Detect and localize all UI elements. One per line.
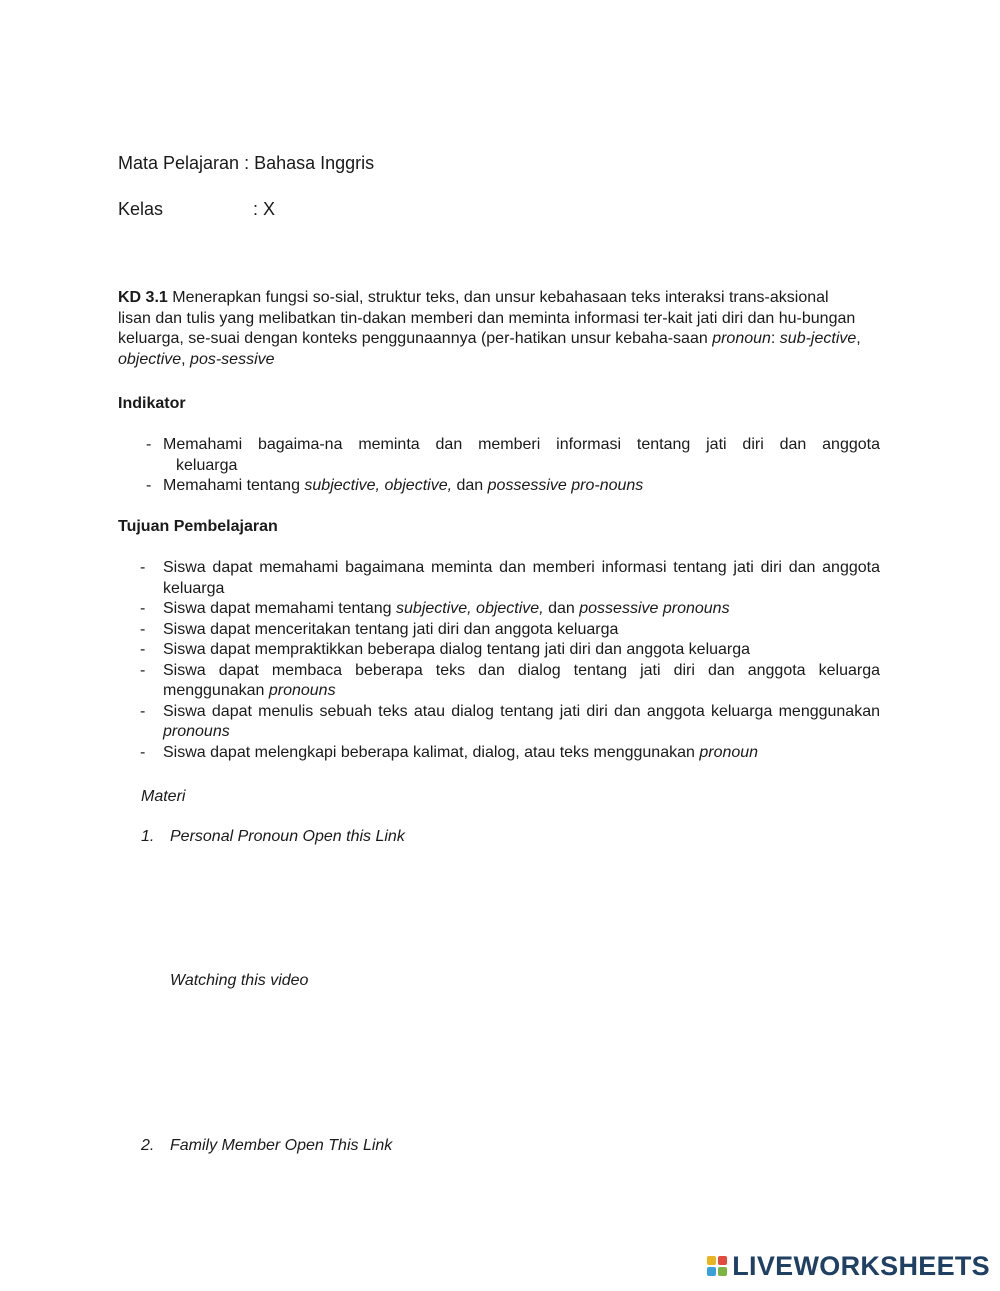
kd-comma: , xyxy=(856,330,861,347)
tujuan-list xyxy=(140,558,880,763)
kd-possessive: pos-sessive xyxy=(190,350,275,368)
materi-heading: Materi xyxy=(141,788,186,805)
list-item: - Siswa dapat memahami tentang subjective, objective, dan possessive pronouns xyxy=(140,600,730,617)
tujuan-item-text: Siswa dapat memahami bagaimana meminta dan memberi informasi tentang jati diri dan anggota keluarga xyxy=(163,559,880,597)
list-item: - Siswa dapat memahami bagaimana meminta dan memberi informasi tentang jati diri dan anggota keluarga xyxy=(140,559,880,597)
kd-colon: : xyxy=(770,330,780,347)
tujuan-heading: Tujuan Pembelajaran xyxy=(118,518,278,535)
logo-blocks-icon xyxy=(707,1256,727,1276)
logo-text: LIVEWORKSHEETS xyxy=(732,1250,990,1281)
kd-text: Menerapkan fungsi so-sial, struktur teks, dan unsur kebahasaan teks interaksi trans-aksional lisan dan tulis yang melibatkan tin-dakan memberi dan meminta informasi ter-kait jati diri dan hu-bungan keluarga, se-suai dengan konteks penggunaannya (per-hatikan unsur kebaha-saan xyxy=(118,289,856,347)
indikator-item-italic: possessive pro-nouns xyxy=(487,477,644,494)
indikator-item-text: Memahami tentang xyxy=(163,477,305,494)
materi-item[interactable] xyxy=(141,1136,541,1156)
kd-pronoun: pronoun xyxy=(712,330,771,347)
tujuan-item-italic: pronouns xyxy=(268,682,336,699)
tujuan-item-text: Siswa dapat menceritakan tentang jati diri dan anggota keluarga xyxy=(163,620,619,638)
list-item: - Siswa dapat menulis sebuah teks atau dialog tentang jati diri dan anggota keluarga menggunakan pronouns xyxy=(140,702,880,740)
class-value: : X xyxy=(253,199,276,219)
list-item: - Memahami tentang subjective, objective, dan possessive pro-nouns xyxy=(146,477,644,494)
kd-paragraph xyxy=(118,288,863,370)
tujuan-item-text: Siswa dapat mempraktikkan beberapa dialog tentang jati diri dan anggota keluarga xyxy=(163,641,751,658)
tujuan-item-italic: pronoun xyxy=(699,743,759,761)
tujuan-item-text: Siswa dapat melengkapi beberapa kalimat, dialog, atau teks menggunakan xyxy=(163,743,700,761)
list-item: - Memahami bagaima-na meminta dan memberi informasi tentang jati diri dan anggota keluarga xyxy=(140,435,880,476)
indikator-heading: Indikator xyxy=(118,395,186,412)
list-item: - Siswa dapat melengkapi beberapa kalimat, dialog, atau teks menggunakan pronoun xyxy=(140,743,759,761)
indikator-item-text: dan xyxy=(452,477,488,494)
materi-item[interactable] xyxy=(141,827,541,847)
materi-link-personal-pronoun[interactable]: Personal Pronoun Open this Link xyxy=(170,828,405,845)
tujuan-item-text: Siswa dapat menulis sebuah teks atau dialog tentang jati diri dan anggota keluarga menggunakan xyxy=(163,702,880,720)
class-label: Kelas xyxy=(118,199,164,219)
materi-link-family-member[interactable]: Family Member Open This Link xyxy=(170,1137,393,1154)
list-item: - Siswa dapat membaca beberapa teks dan dialog tentang jati diri dan anggota keluarga menggunakan pronouns xyxy=(140,661,880,699)
tujuan-item-italic: subjective, objective, xyxy=(396,600,544,617)
list-item: - Siswa dapat mempraktikkan beberapa dialog tentang jati diri dan anggota keluarga xyxy=(140,641,751,658)
list-item: - Siswa dapat menceritakan tentang jati diri dan anggota keluarga xyxy=(140,620,619,638)
indikator-item-text-cont: keluarga xyxy=(176,456,238,474)
indikator-item-text: Memahami bagaima-na meminta dan memberi informasi tentang jati diri dan anggota xyxy=(163,436,880,453)
liveworksheets-logo xyxy=(707,1251,990,1281)
tujuan-item-text: dan xyxy=(543,600,580,617)
tujuan-item-text: Siswa dapat memahami tentang xyxy=(163,600,397,617)
indikator-item-italic: subjective, objective, xyxy=(304,477,453,494)
tujuan-item-text: Siswa dapat membaca beberapa teks dan dialog tentang jati diri dan anggota keluarga menggunakan xyxy=(163,661,880,699)
tujuan-item-italic: possessive pronouns xyxy=(579,600,730,617)
kd-comma: , xyxy=(181,350,191,368)
kd-label: KD 3.1 xyxy=(118,289,168,306)
materi-item-number: 2. xyxy=(141,1137,155,1154)
kd-objective: objective xyxy=(118,350,182,368)
video-caption: Watching this video xyxy=(170,972,309,989)
indikator-list xyxy=(140,435,880,497)
subject-label: Mata Pelajaran : Bahasa Inggris xyxy=(118,153,375,173)
tujuan-item-italic: pronouns xyxy=(163,723,230,740)
materi-item-number: 1. xyxy=(141,828,155,845)
kd-subjective: sub-jective xyxy=(779,330,857,347)
